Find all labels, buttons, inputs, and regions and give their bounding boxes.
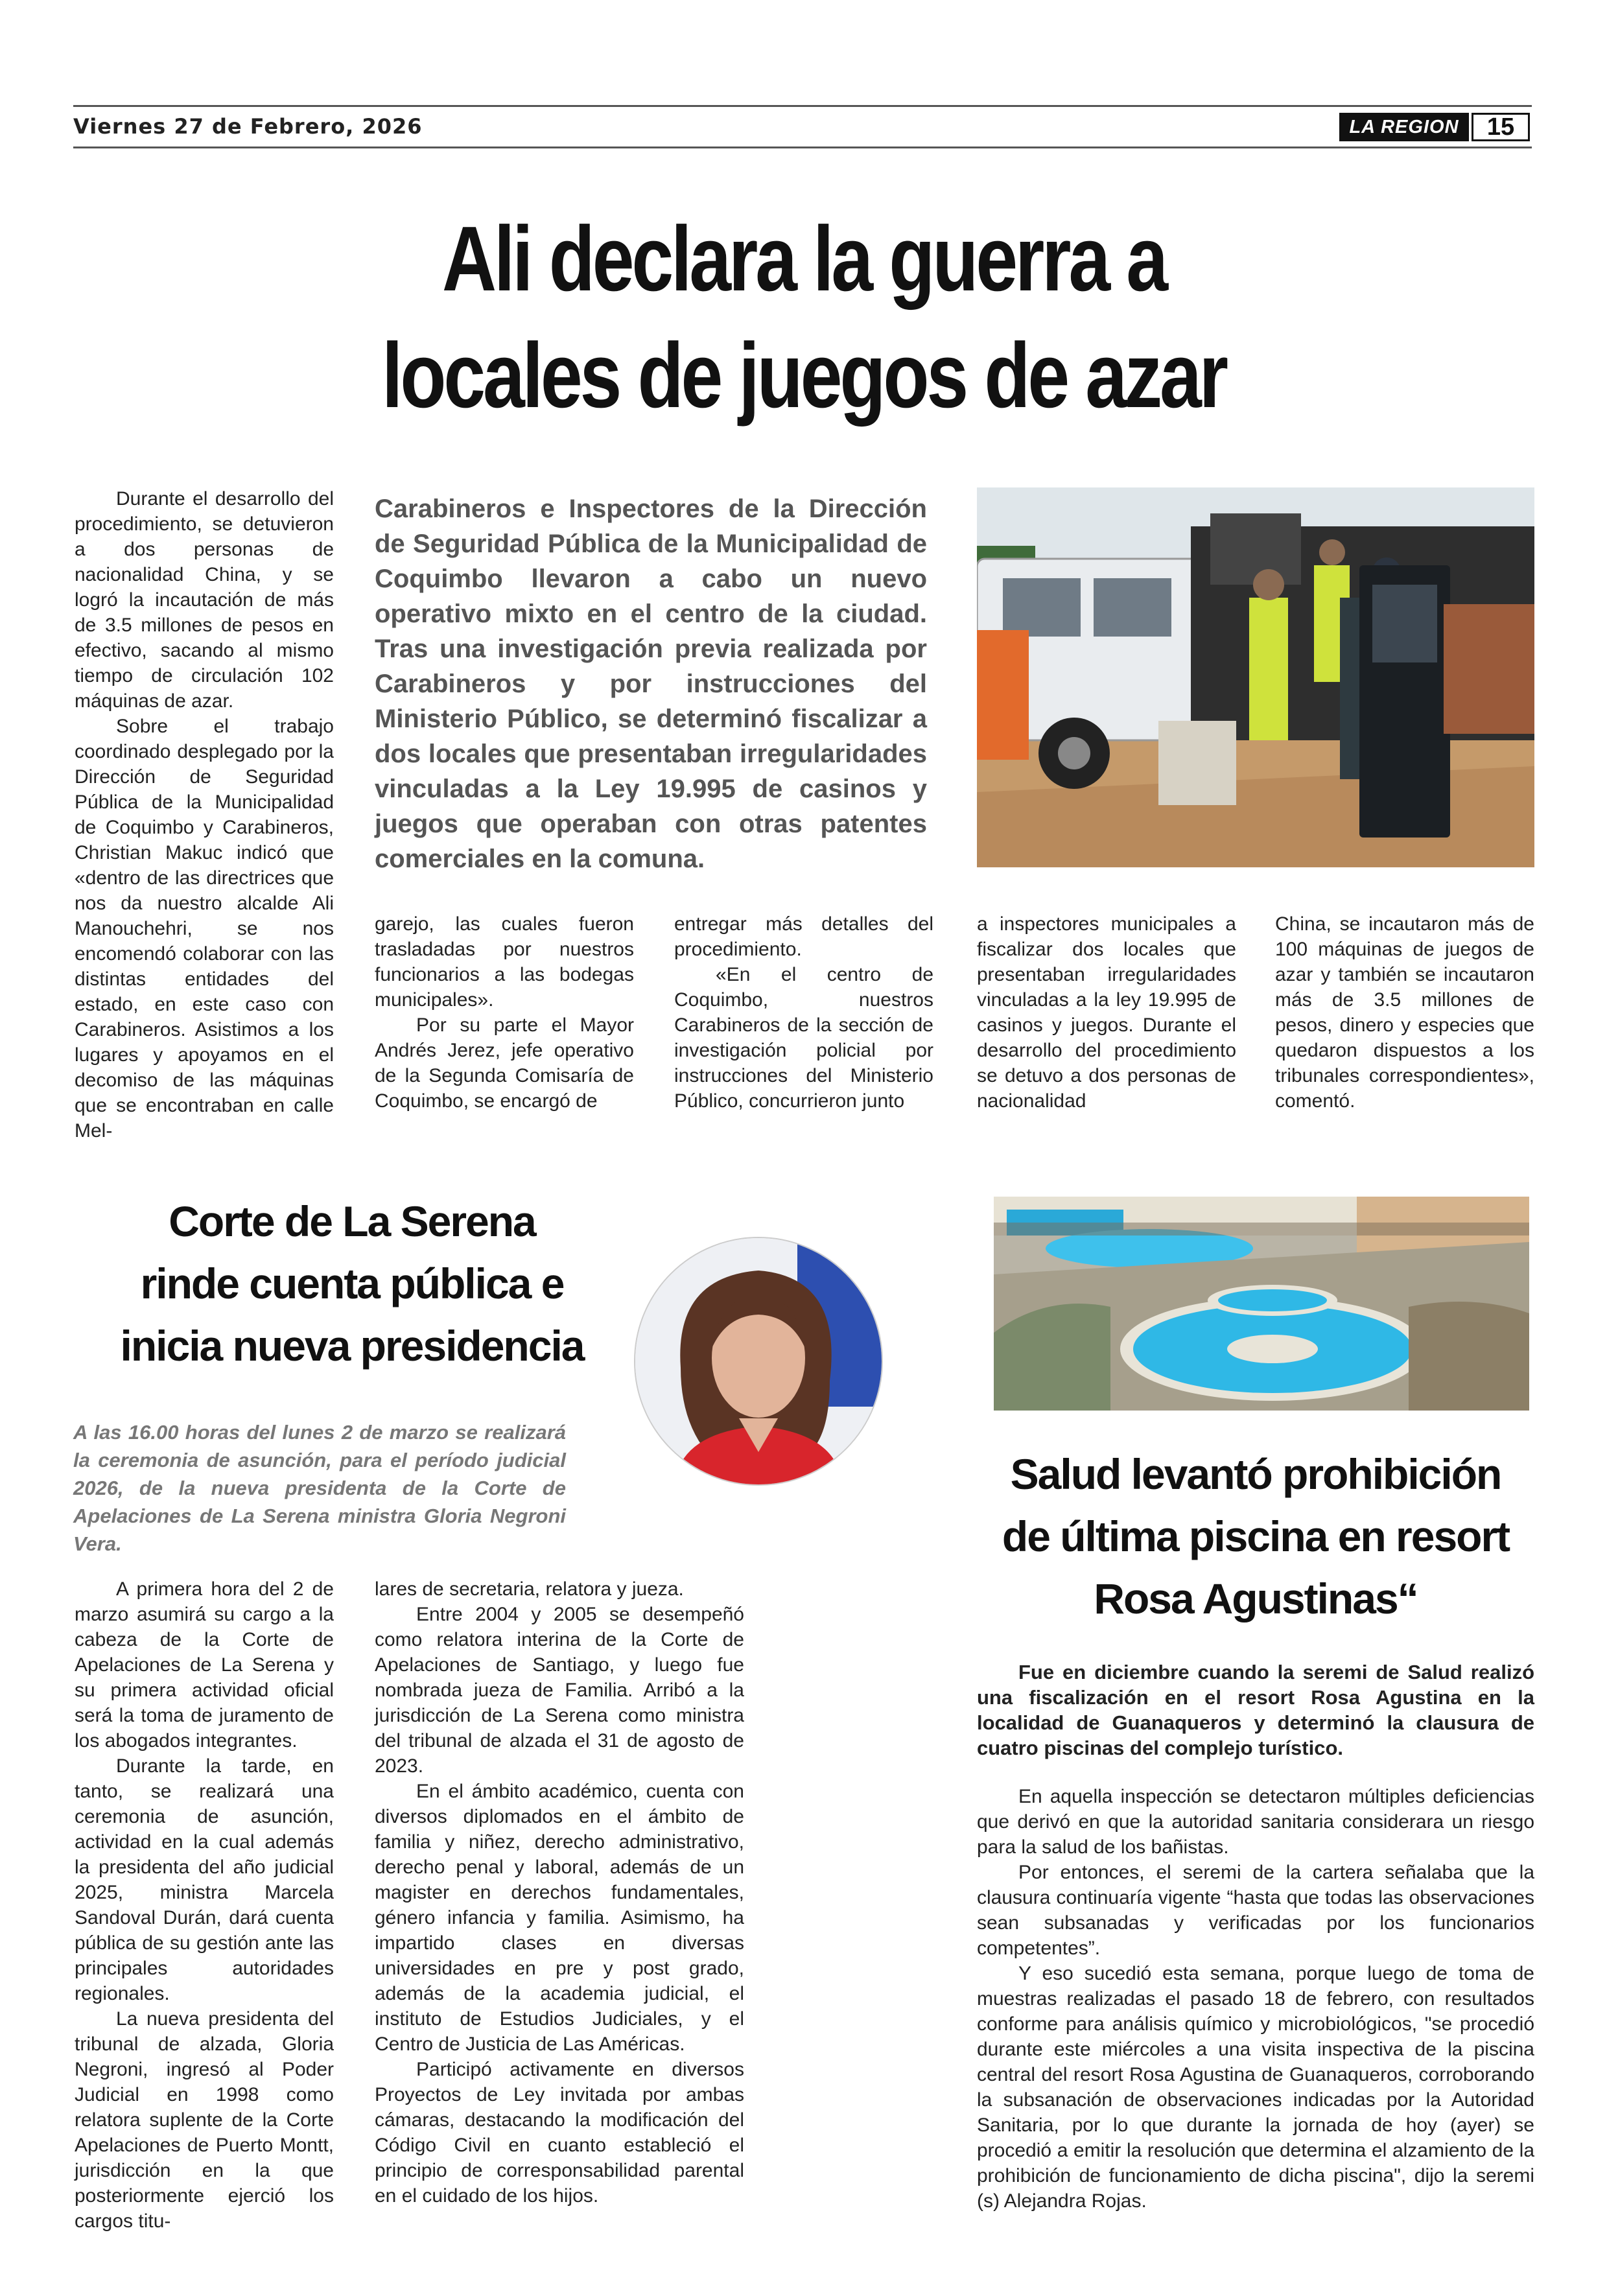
article3-body bbox=[977, 1784, 1534, 2214]
publication-logo: LA REGION bbox=[1339, 113, 1469, 141]
paragraph: En aquella inspección se detectaron múltiples deficiencias que derivó en que la autoridad sanitaria considerara un riesgo para la salud de los bañistas. bbox=[977, 1786, 1534, 1858]
paragraph: Por su parte el Mayor Andrés Jerez, jefe operativo de la Segunda Comisaría de Coquimbo, se encargó de bbox=[375, 1014, 634, 1112]
article3-headline-line1: Salud levantó prohibición bbox=[1010, 1450, 1501, 1498]
article1-headline bbox=[304, 201, 1304, 434]
article2-headline-line2: rinde cuenta pública e bbox=[140, 1259, 564, 1307]
article2-headline-line1: Corte de La Serena bbox=[169, 1197, 535, 1245]
paragraph: Por entonces, el seremi de la cartera señalaba que la clausura continuaría vigente “hasta que todas las observaciones sean subsanadas y verificadas por los funcionarios competentes”. bbox=[977, 1862, 1534, 1959]
judge-portrait bbox=[634, 1237, 883, 1486]
article1-headline-line2: locales de juegos de azar bbox=[382, 324, 1226, 427]
paragraph: Y eso sucedió esta semana, porque luego de toma de muestras realizadas el pasado 18 de febrero, con resultados conforme para análisis químico y microbiológicos, "se procedió durante este miércoles a una visita inspectiva de la piscina central del resort Rosa Agustina de Guanaqueros, corroborando la subsanación de observaciones indicadas por la Autoridad Sanitaria, por lo que durante la jornada de hoy (ayer) se procedió a emitir la resolución que determina el alzamiento de la prohibición de funcionamiento de dicha piscina", dijo la seremi (s) Alejandra Rojas. bbox=[977, 1963, 1534, 2212]
paragraph: a inspectores municipales a fiscalizar dos locales que presentaban irregularidades vinculadas a la ley 19.995 de casinos y juegos. Durante el desarrollo del procedimiento se detuvo a dos personas de nacionalidad bbox=[977, 913, 1236, 1112]
article1-column-2 bbox=[375, 911, 634, 1114]
article2-headline-line3: inicia nueva presidencia bbox=[120, 1322, 584, 1370]
article1-column-1 bbox=[75, 486, 334, 1143]
paragraph: En el ámbito académico, cuenta con diversos diplomados en el ámbito de familia y niñez, derecho administrativo, derecho penal y laboral, además de un magister en derechos fundamentales, género infancia y familia. Asimismo, ha impartido clases en diversas universidades en pre y post grado, además de la academia judicial, el instituto de Estudios Judiciales, y el Centro de Justicia de Las Américas. bbox=[375, 1781, 744, 2055]
paragraph: Entre 2004 y 2005 se desempeñó como relatora interina de la Corte de Apelaciones de Santiago, y luego fue nombrada jueza de Familia. Arribó a la jurisdicción de La Serena como ministra del tribunal de alzada el 31 de agosto de 2023. bbox=[375, 1604, 744, 1777]
resort-pool-photo bbox=[994, 1197, 1529, 1411]
article2-headline bbox=[73, 1190, 631, 1377]
article3-headline-line2: de última piscina en resort bbox=[1002, 1512, 1510, 1560]
paragraph: garejo, las cuales fueron trasladadas por nuestros funcionarios a las bodegas municipales». bbox=[375, 913, 634, 1011]
header-top-rule bbox=[73, 105, 1532, 107]
article1-column-3 bbox=[674, 911, 933, 1114]
paragraph: A primera hora del 2 de marzo asumirá su cargo a la cabeza de la Corte de Apelaciones de La Serena y su primera actividad oficial será la toma de juramento de los abogados integrantes. bbox=[75, 1578, 334, 1751]
page-number: 15 bbox=[1472, 113, 1530, 141]
header-bottom-rule bbox=[73, 146, 1532, 148]
paragraph: Sobre el trabajo coordinado desplegado por la Dirección de Seguridad Pública de la Municipalidad de Coquimbo y Carabineros, Christian Makuc indicó que «dentro de las directrices que nos da nuestro alcalde Ali Manouchehri, se nos encomendó colaborar con las distintas entidades del estado, en este caso con Carabineros. Asistimos a los lugares y apoyamos en el decomiso de las máquinas que se encontraban en calle Mel- bbox=[75, 716, 334, 1142]
paragraph: entregar más detalles del procedimiento. bbox=[674, 913, 933, 960]
paragraph: Durante la tarde, en tanto, se realizará una ceremonia de asunción, actividad en la cual además la presidenta del año judicial 2025, ministra Marcela Sandoval Durán, dará cuenta pública de su gestión ante las principales autoridades regionales. bbox=[75, 1755, 334, 2004]
article3-headline-line3: Rosa Agustinas“ bbox=[1094, 1575, 1418, 1622]
article3-lead: Fue en diciembre cuando la seremi de Salud realizó una fiscalización en el resort Rosa Agustina en la localidad de Guanaqueros y determinó la clausura de cuatro piscinas del complejo turístico. bbox=[977, 1661, 1534, 1759]
paragraph: China, se incautaron más de 100 máquinas de juegos de azar y también se incautaron más de 3.5 millones de pesos, dinero y especies que quedaron dispuestos a los tribunales correspondientes», comentó. bbox=[1275, 913, 1534, 1112]
paragraph: Participó activamente en diversos Proyectos de Ley invitada por ambas cámaras, destacando la modificación del Código Civil en cuanto estableció el principio de corresponsabilidad parental en el cuidado de los hijos. bbox=[375, 2059, 744, 2207]
article1-headline-line1: Ali declara la guerra a bbox=[442, 207, 1166, 310]
article3-headline bbox=[977, 1443, 1534, 1630]
paragraph: La nueva presidenta del tribunal de alzada, Gloria Negroni, ingresó al Poder Judicial en 1998 como relatora suplente de la Corte Apelaciones de Puerto Montt, jurisdicción en la que posteriormente ejerció los cargos titu- bbox=[75, 2008, 334, 2232]
paragraph: Durante el desarrollo del procedimiento, se detuvieron a dos personas de nacionalidad China, y se logró la incautación de más de 3.5 millones de pesos en efectivo, sacando al mismo tiempo de circulación 102 máquinas de azar. bbox=[75, 488, 334, 712]
paragraph: «En el centro de Coquimbo, nuestros Carabineros de la sección de investigación policial por instrucciones del Ministerio Público, concurrieron junto bbox=[674, 964, 933, 1112]
article2-column-2 bbox=[375, 1576, 744, 2208]
edition-date: Viernes 27 de Febrero, 2026 bbox=[73, 114, 423, 139]
article1-lead: Carabineros e Inspectores de la Dirección de Seguridad Pública de la Municipalidad de Coquimbo llevaron a cabo un nuevo operativo mixto en el centro de la ciudad. Tras una investigación previa realizada por Carabineros y por instrucciones del Ministerio Público, se determinó fiscalizar a dos locales que presentaban irregularidades vinculadas a la Ley 19.995 de casinos y juegos que operaban con otras patentes comerciales en la comuna. bbox=[375, 495, 927, 873]
article2-column-1 bbox=[75, 1576, 334, 2234]
article1-column-5 bbox=[1275, 911, 1534, 1114]
seizure-photo bbox=[977, 487, 1534, 867]
article2-lead: A las 16.00 horas del lunes 2 de marzo se realizará la ceremonia de asunción, para el período judicial 2026, de la nueva presidenta de la Corte de Apelaciones de La Serena ministra Gloria Negroni Vera. bbox=[73, 1421, 566, 1555]
paragraph: lares de secretaria, relatora y jueza. bbox=[375, 1578, 684, 1600]
article1-column-4 bbox=[977, 911, 1236, 1114]
